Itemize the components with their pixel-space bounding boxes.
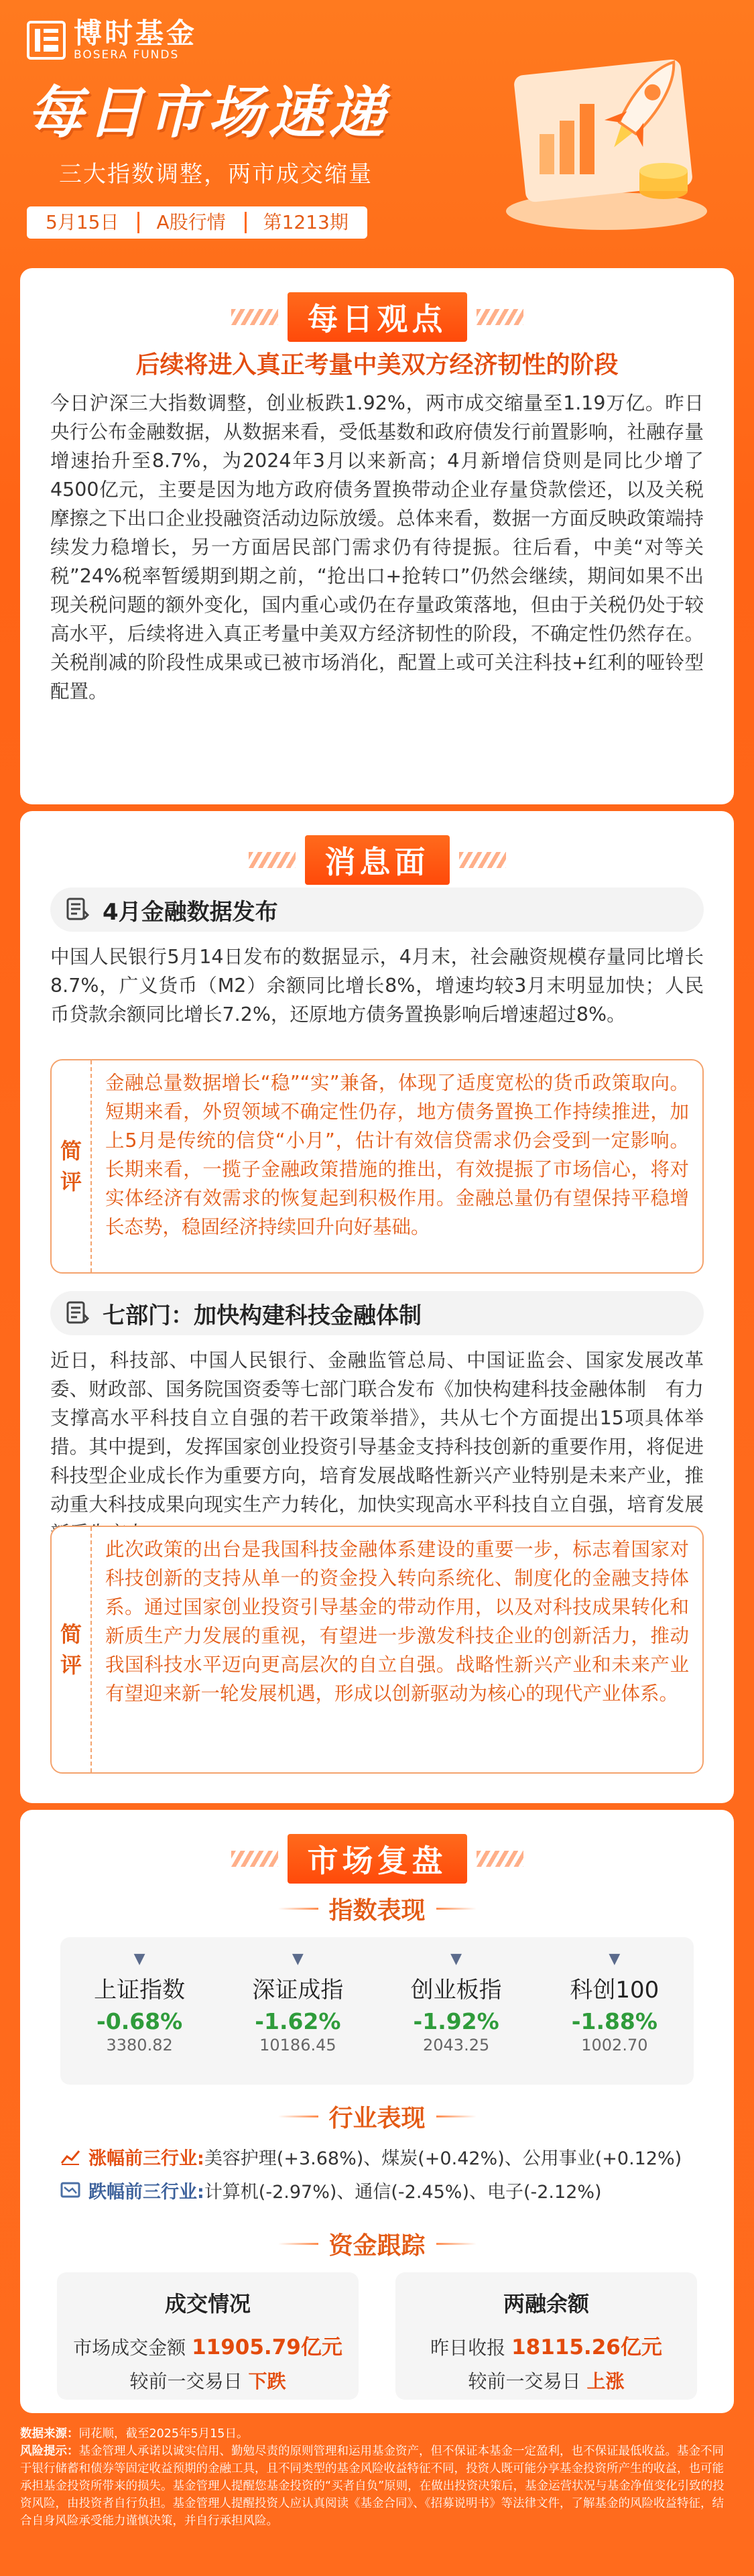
turnover-amount: 11905.79亿元 xyxy=(192,2335,342,2359)
margin-balance-box xyxy=(395,2272,697,2400)
news-item-header xyxy=(50,887,704,932)
issue-tag: 第1213期 xyxy=(245,206,367,239)
bottom-industries-values: 计算机(-2.97%)、通信(-2.45%)、电子(-2.12%) xyxy=(204,2182,602,2203)
news-item-body: 中国人民银行5月14日发布的数据显示，4月末，社会融资规模存量同比增长8.7%，广义货币（M2）余额同比增长8%，增速均较3月末明显加快；人民币贷款余额同比增长7.2%，还原地方债务置换影响后增速超过8%。 xyxy=(50,946,704,1026)
margin-amount: 18115.26亿元 xyxy=(511,2335,662,2359)
daily-view-title xyxy=(231,292,523,342)
top-industries-row xyxy=(60,2144,682,2170)
daily-view-badge: 每日观点 xyxy=(288,292,467,342)
index-name: 上证指数 xyxy=(94,1977,186,2004)
index-name: 深证成指 xyxy=(252,1977,344,2004)
top-industries-values: 美容护理(+3.68%)、煤炭(+0.42%)、公用事业(+0.12%) xyxy=(204,2148,682,2169)
comment-label: 简 评 xyxy=(52,1060,92,1272)
turnover-cmp-prefix: 较前一交易日 xyxy=(129,2370,243,2392)
daily-view-card xyxy=(20,268,734,804)
trend-down-icon xyxy=(60,2182,80,2199)
issue-tag-bar xyxy=(27,206,367,239)
news-item-body: 近日，科技部、中国人民银行、金融监管总局、中国证监会、国家发展改革委、财政部、国务院国资委等七部门联合发布《加快构建科技金融体制 有力支撑高水平科技自立自强的若干政策举措》，共从七个方面提出15项具体举措。其中提到，发挥国家创业投资引导基金支持科技创新的重要作用，将促进科技型企业成长作为重要方向，培育发展战略性新兴产业特别是未来产业，推动重大科技成果向现实生产力转化，加快实现高水平科技自立自强，培育发展 xyxy=(50,1349,704,1516)
index-value: 1002.70 xyxy=(581,2036,648,2054)
news-document-icon xyxy=(64,1300,90,1327)
index-item xyxy=(60,1937,218,2085)
index-value: 10186.45 xyxy=(259,2036,336,2054)
index-value: 3380.82 xyxy=(106,2036,173,2054)
comment-label: 简 评 xyxy=(52,1527,92,1772)
brand-logo xyxy=(27,19,197,62)
brand-name-en: BOSERA FUNDS xyxy=(74,48,180,62)
daily-view-headline: 后续将进入真正考量中美双方经济韧性的阶段 xyxy=(135,351,619,379)
index-panel xyxy=(60,1937,694,2085)
news-comment-text: 此次政策的出台是我国科技金融体系建设的重要一步，标志着国家对科技创新的支持从单一的资金投入转向系统化、制度化的金融支持体系。通过国家创业投资引导基金的带动作用，以及对科技成果转化和新质生产力发展的重视，有望进一步激发科技企业的创新活力，推动我国科技水平迈向更高层次的自立自强。战略性新兴产业和未来产业有望迎来新一轮发展机遇，形成以创新驱动为核心的现代产业体系。 xyxy=(105,1538,689,1705)
index-item xyxy=(377,1937,536,2085)
page-title: 每日市场速递 xyxy=(27,80,389,145)
index-name: 科创100 xyxy=(570,1977,659,2004)
news-badge: 消息面 xyxy=(305,835,450,885)
bottom-industries-row xyxy=(60,2177,602,2203)
news-item-title: 4月金融数据发布 xyxy=(103,898,278,926)
fund-tracking-title: 资金跟踪 xyxy=(277,2227,476,2261)
daily-view-body: 今日沪深三大指数调整，创业板跌1.92%，两市成交缩量至1.19万亿。昨日央行公布金融数据，从数据来看，受低基数和政府债发行前置影响，社融存量增速抬升至8.7%，为2024年3月以来新高；4月新增信贷则是同比少增了4500亿元，主要是因为地方政府债务置换带动企业存量贷款偿还，以及关税摩擦之下出口企业投融资活动边际放缓。总体来看，数据一方面反映政策端持续发力稳增长，另一方面居民部门需求仍有待提振。往后看，中美“对等关税”24%税率暂缓期到期之前，“抢出口+抢转口”仍然会继续，期间如果不出现关税问题的额外变化，国内重心或仍在存量政策落地，但由于关税仍处于较高水平，后续将进入真正考量中美双方经济韧性的阶段，不确定性仍然存在。关税削减的阶段性成果或已被市场消化，配置上或可关注科技+红利的哑铃型配置。 xyxy=(50,392,704,702)
down-triangle-icon: ▼ xyxy=(133,1951,145,1967)
down-triangle-icon: ▼ xyxy=(609,1951,621,1967)
index-change: -1.92% xyxy=(413,2008,499,2034)
index-change: -1.62% xyxy=(255,2008,341,2034)
page-subtitle: 三大指数调整，两市成交缩量 xyxy=(59,161,373,188)
index-item xyxy=(536,1937,694,2085)
margin-title: 两融余额 xyxy=(503,2291,589,2317)
index-name: 创业板指 xyxy=(410,1977,502,2004)
source-label: 数据来源： xyxy=(20,2427,79,2441)
source-text: 同花顺，截至2025年5月15日。 xyxy=(78,2427,249,2441)
risk-label: 风险提示： xyxy=(20,2445,79,2458)
industry-performance-title: 行业表现 xyxy=(277,2099,476,2134)
news-section-title xyxy=(249,835,506,885)
index-change: -0.68% xyxy=(97,2008,183,2034)
footer-disclaimer xyxy=(20,2425,734,2530)
index-item xyxy=(218,1937,377,2085)
market-badge: 市场复盘 xyxy=(288,1834,467,1884)
turnover-box xyxy=(57,2272,359,2400)
header xyxy=(0,0,754,268)
index-value: 2043.25 xyxy=(423,2036,490,2054)
news-comment xyxy=(50,1526,704,1774)
news-comment xyxy=(50,1059,704,1274)
top-industries-label: 涨幅前三行业: xyxy=(88,2148,204,2169)
market-review-card xyxy=(20,1810,734,2413)
news-card xyxy=(20,811,734,1803)
turnover-title: 成交情况 xyxy=(164,2291,251,2317)
news-document-icon xyxy=(64,896,90,923)
market-section-title xyxy=(231,1834,523,1884)
risk-text: 基金管理人承诺以诚实信用、勤勉尽责的原则管理和运用基金资产，但不保证本基金一定盈利，也不保证最低收益。基金不同于银行储蓄和债券等固定收益预期的金融工具，且不同类型的基金风险收益特征不同，投资人既可能分享基金投资所产生的收益，也可能承担基金投资所带来的损失。基金管理人提醒您基金投资的“买者自负”原则，在做出投资决策后，基金运营状况与基金净值变化引致的投资风险，由投资者自行负担。基金管理人提醒投资人应认真阅读《基金合同》、《招募说明书》等法律文件，了解基金的风险收益特征，结合自身风险承受能力谨慎决策，并自行承担风险。 xyxy=(20,2445,725,2528)
down-triangle-icon: ▼ xyxy=(450,1951,462,1967)
margin-cmp-prefix: 较前一交易日 xyxy=(468,2370,581,2392)
news-comment-text: 金融总量数据增长“稳”“实”兼备，体现了适度宽松的货币政策取向。短期来看，外贸领域不确定性仍存，地方债务置换工作持续推进，加上5月是传统的信贷“小月”，估计有效信贷需求仍会受到一定影响。长期来看，一揽子金融政策措施的推出，有效提振了市场信心，将对实体经济有效需求的恢复起到积极作用。金融总量仍有望保持平稳增长态势，稳固经济持续回升向好基础。 xyxy=(105,1072,689,1238)
trend-up-icon xyxy=(60,2148,80,2166)
margin-line-prefix: 昨日收报 xyxy=(430,2337,506,2359)
date-tag: 5月15日 xyxy=(46,211,119,233)
news-item-title: 七部门：加快构建科技金融体制 xyxy=(103,1302,422,1329)
down-triangle-icon: ▼ xyxy=(292,1951,304,1967)
category-tag: A股行情 xyxy=(137,206,244,239)
index-change: -1.88% xyxy=(571,2008,657,2034)
bottom-industries-label: 跌幅前三行业: xyxy=(88,2182,204,2203)
margin-cmp: 上涨 xyxy=(586,2370,625,2392)
turnover-cmp: 下跌 xyxy=(248,2370,286,2392)
rocket-illustration-icon xyxy=(493,40,714,241)
index-performance-title: 指数表现 xyxy=(277,1892,476,1926)
brand-name-cn: 博时基金 xyxy=(74,17,198,50)
turnover-line-prefix: 市场成交金额 xyxy=(73,2337,186,2359)
bosera-logo-icon xyxy=(27,21,66,60)
news-item-header xyxy=(50,1291,704,1335)
